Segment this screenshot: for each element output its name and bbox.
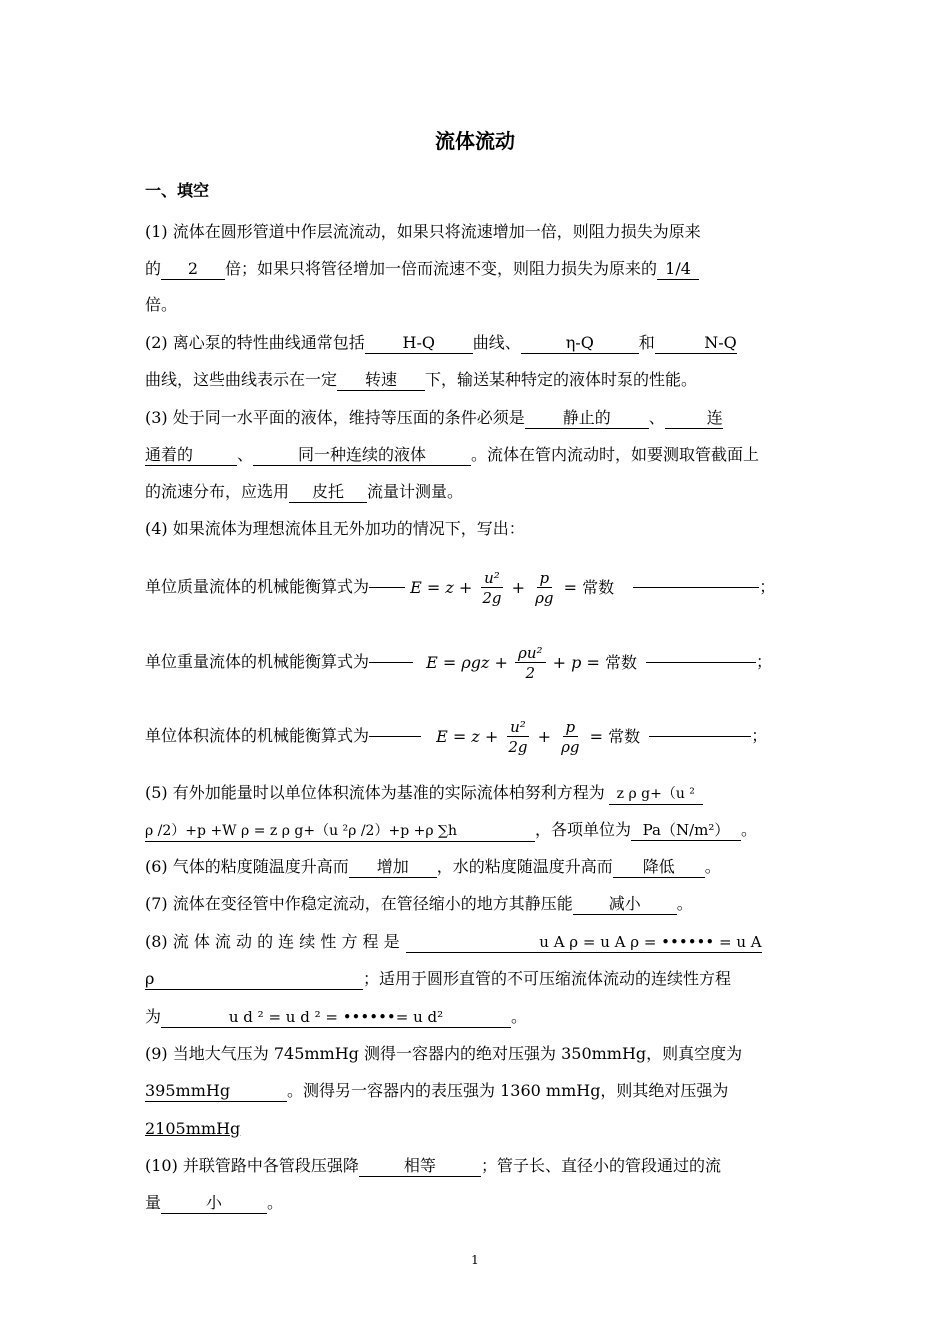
q2-answer-3: N-Q (655, 333, 737, 354)
section-heading: 一、填空 (145, 181, 210, 200)
q7-line: (7) 流体在变径管中作稳定流动，在管径缩小的地方其静压能 减小 。 (145, 894, 693, 913)
q2-answer-1: H-Q (365, 333, 473, 354)
q1-answer-2: 1/4 (657, 259, 699, 280)
q1-line2: 的 2 倍；如果只将管径增加一倍而流速不变，则阻力损失为原来的 1/4 (145, 258, 699, 280)
q5-unit: Pa（N/m²） (631, 820, 741, 841)
q6-answer-1: 增加 (349, 857, 437, 878)
q6-line: (6) 气体的粘度随温度升高而 增加 ，水的粘度随温度升高而 降低 。 (145, 857, 721, 876)
q4-intro: (4) 如果流体为理想流体且无外加功的情况下，写出： (145, 519, 525, 538)
q8-line2: ρ ；适用于圆形直管的不可压缩流体流动的连续性方程 (145, 969, 732, 988)
q5-equation-part1: z ρ g+（u ² (609, 784, 703, 805)
q10-answer-1: 相等 (359, 1156, 481, 1177)
q3-line2: 通着的 、 同一种连续的液体 。流体在管内流动时，如要测取管截面上 (145, 445, 760, 464)
q9-line2: 395mmHg 。测得另一容器内的表压强为 1360 mmHg，则其绝对压强为 (145, 1081, 729, 1100)
q3-line1: (3) 处于同一水平面的液体，维持等压面的条件必须是 静止的 、 连 (145, 408, 723, 427)
q3-answer-4: 皮托 (289, 482, 367, 503)
q10-line2: 量 小 。 (145, 1193, 284, 1212)
q5-line2: ρ /2）+p +W ρ = z ρ g+（u ²ρ /2）+p +ρ ∑h ，各项单位为 Pa（N/m²） 。 (145, 819, 757, 842)
q8-equation-circular: u d ² = u d ² = ••••••= u d² (161, 1007, 511, 1028)
q7-answer: 减小 (573, 894, 677, 915)
q10-answer-2: 小 (161, 1193, 267, 1214)
weight-balance-formula: E = ρgz + $\frac{\text{ρu²}}{2}$ + p = 常数 (426, 643, 637, 682)
q3-answer-2b: 通着的 (145, 445, 237, 466)
q3-answer-2a: 连 (665, 408, 723, 429)
q8-equation-part1: u A ρ = u A ρ = •••••• = u A (406, 932, 762, 953)
q4-formula-volume: 单位体积流体的机械能衡算式为 E = z + $\frac{\text{u²}}{2g}$ + $\frac{p}{\rho g}$ = 常数 ； (145, 714, 767, 759)
q2-line1: (2) 离心泵的特性曲线通常包括 H-Q 曲线、 η-Q 和 N-Q (145, 333, 737, 352)
q2-answer-4: 转速 (337, 370, 425, 391)
q2-line2: 曲线，这些曲线表示在一定 转速 下，输送某种特定的液体时泵的性能。 (145, 370, 698, 389)
q5-line1: (5) 有外加能量时以单位体积流体为基准的实际流体柏努利方程为 z ρ g+（u ² (145, 782, 703, 805)
q9-line3 (145, 1118, 240, 1140)
q8-equation-part2: ρ (145, 969, 363, 990)
mass-balance-formula: E = z + $\frac{\text{u²}}{2g}$ + $\frac{p}{\rho g}$ = 常数 (410, 568, 615, 607)
q2-answer-2: η-Q (521, 333, 639, 354)
q3-answer-1: 静止的 (525, 408, 649, 429)
q1-line3: 倍。 (145, 295, 178, 314)
q8-line1: (8) 流 体 流 动 的 连 续 性 方 程 是 u A ρ = u A ρ = •••••• = u A (145, 932, 762, 951)
q3-answer-3: 同一种连续的液体 (253, 445, 471, 466)
page-number: 1 (471, 1253, 479, 1267)
q5-equation-part2: ρ /2）+p +W ρ = z ρ g+（u ²ρ /2）+p +ρ ∑h (145, 821, 535, 842)
q9-answer-2: 2105mmHg (145, 1119, 241, 1138)
q9-line1: (9) 当地大气压为 745mmHg 测得一容器内的绝对压强为 350mmHg，则真空度为 (145, 1044, 743, 1063)
q1-line1: (1) 流体在圆形管道中作层流流动，如果只将流速增加一倍，则阻力损失为原来 (145, 222, 701, 241)
volume-balance-formula: E = z + $\frac{\text{u²}}{2g}$ + $\frac{p}{\rho g}$ = 常数 (436, 717, 641, 756)
q4-formula-weight: 单位重量流体的机械能衡算式为 E = ρgz + $\frac{\text{ρu²}}{2}$ + p = 常数 ； (145, 640, 772, 685)
q8-line3: 为 u d ² = u d ² = ••••••= u d² 。 (145, 1007, 528, 1026)
q6-answer-2: 降低 (613, 857, 705, 878)
q9-answer-1: 395mmHg (145, 1081, 287, 1102)
q3-line3: 的流速分布，应选用 皮托 流量计测量。 (145, 482, 464, 501)
q10-line1: (10) 并联管路中各管段压强降 相等 ；管子长、直径小的管段通过的流 (145, 1156, 721, 1175)
page-title: 流体流动 (435, 129, 515, 153)
q4-formula-mass: 单位质量流体的机械能衡算式为 E = z + $\frac{\text{u²}}{2g}$ + $\frac{p}{\rho g}$ = 常数 ； (145, 565, 775, 610)
q1-answer-1: 2 (161, 259, 225, 280)
